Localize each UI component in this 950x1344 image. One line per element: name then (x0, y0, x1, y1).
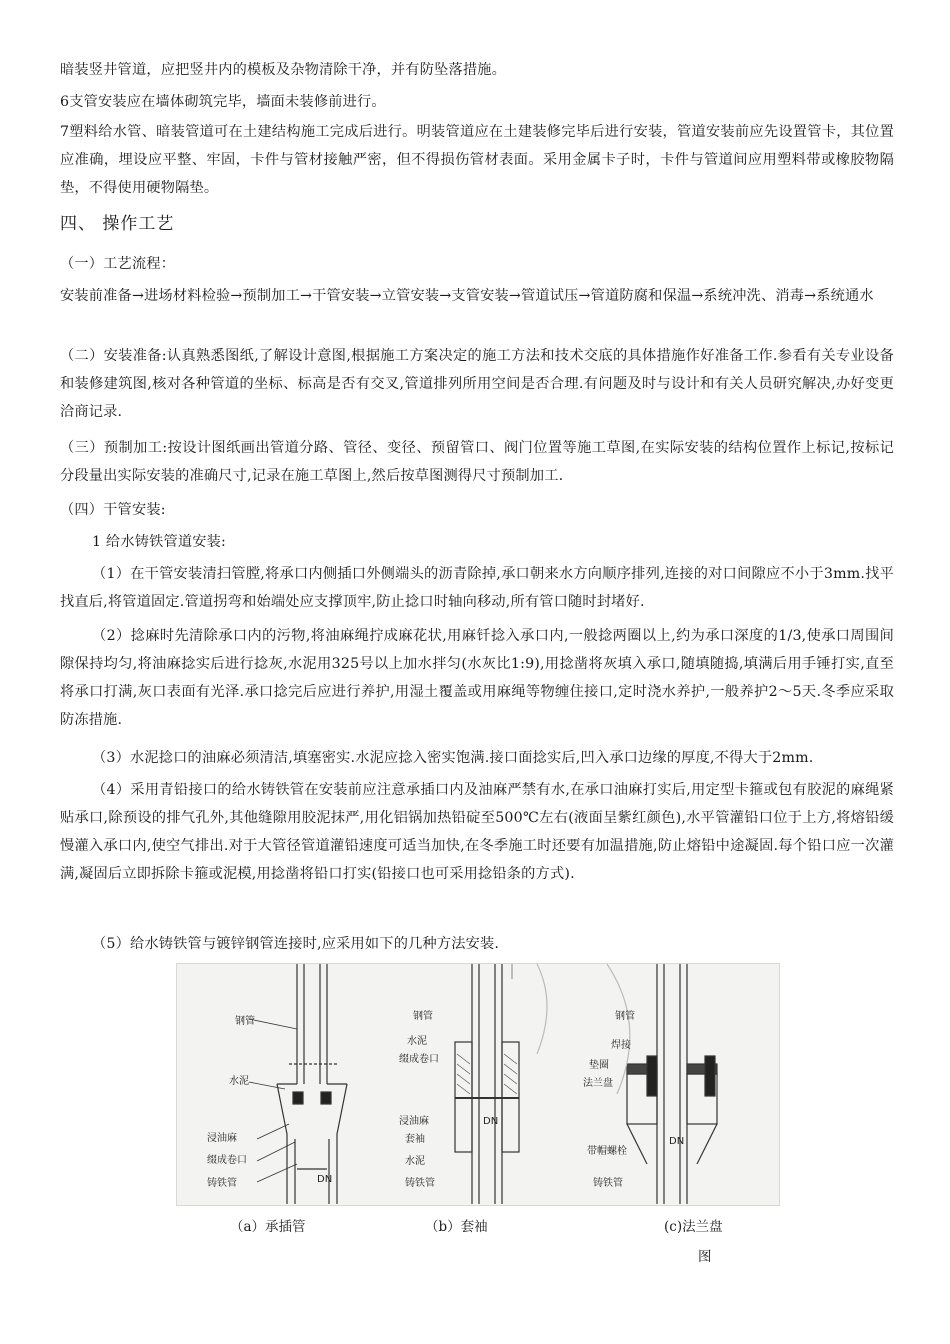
paragraph: （1）在干管安装清扫管膛,将承口内侧插口外侧端头的沥青除掉,承口朝来水方向顺序排列,连接的对口间隙应不小于3mm.找平找直后,将管道固定.管道拐弯和始端处应支撑顶牢,防止捻口时轴向移动,所有管口随时封堵好. (60, 566, 894, 610)
diagram-label: 焊接 (611, 1040, 631, 1051)
diagram-label: 套袖 (405, 1134, 425, 1145)
diagram-c-flange-joint (607, 964, 717, 1204)
diagram-label: 水泥 (229, 1076, 249, 1087)
figure-caption-b: （b）套袖 (425, 1219, 488, 1235)
pipe-connection-drawing (177, 964, 779, 1205)
diagram-label: 铸铁管 (593, 1178, 623, 1189)
diagram-label: 带帽螺栓 (587, 1146, 627, 1157)
diagram-label: 法兰盘 (583, 1078, 613, 1089)
pipe-connection-figure (176, 963, 780, 1206)
figure-caption-c: (c)法兰盘 (664, 1219, 723, 1235)
diagram-label: 缀成卷口 (399, 1054, 439, 1065)
paragraph: 暗装竖井管道，应把竖井内的模板及杂物清除干净，并有防坠落措施。 (60, 62, 507, 78)
diagram-label: 铸铁管 (207, 1178, 237, 1189)
diagram-dn-label: DN (669, 1136, 685, 1147)
subsection-heading: （一）工艺流程： (60, 256, 176, 272)
diagram-label: 缀成卷口 (207, 1155, 247, 1166)
paragraph: 7塑料给水管、暗装管道可在土建结构施工完成后进行。明装管道应在土建装修完毕后进行安装，管道安装前应先设置管卡，其位置应准确，埋设应平整、牢固，卡件与管材接触严密，但不得损伤管材表面。采用金属卡子时，卡件与管道间应用塑料带或橡胶物隔垫，不得使用硬物隔垫。 (60, 124, 894, 196)
paragraph: （4）采用青铅接口的给水铸铁管在安装前应注意承插口内及油麻严禁有水,在承口油麻打实后,用定型卡箍或包有胶泥的麻绳紧贴承口,除预设的排气孔外,其他缝隙用胶泥抹严,用化铝锅加热铅碇至500℃左右(液面呈紫红颜色),水平管灌铅口位于上方,将熔铅缓慢灌入承口内,使空气排出.对于大管径管道灌铅速度可适当加快,在冬季施工时还要有加温措施,防止熔铅中途凝固.每个铅口应一次灌满,凝固后立即拆除卡箍或泥模,用捻凿将铅口打实(铅接口也可采用捻铅条的方式). (60, 782, 894, 882)
diagram-label: 垫圈 (589, 1060, 609, 1071)
paragraph: （三）预制加工:按设计图纸画出管道分路、管径、变径、预留管口、阀门位置等施工草图,在实际安装的结构位置作上标记,按标记分段量出实际安装的准确尺寸,记录在施工草图上,然后按草图测得尺寸预制加工. (60, 440, 894, 484)
paragraph: （二）安装准备:认真熟悉图纸,了解设计意图,根据施工方案决定的施工方法和技术交底的具体措施作好准备工作.参看有关专业设备和装修建筑图,核对各种管道的坐标、标高是否有交叉,管道排列所用空间是否合理.有问题及时与设计和有关人员研究解决,办好变更洽商记录. (60, 348, 894, 420)
paragraph: 1 给水铸铁管道安装: (92, 534, 227, 550)
diagram-label: 水泥 (405, 1156, 425, 1167)
paragraph: （5）给水铸铁管与镀锌钢管连接时,应采用如下的几种方法安装. (92, 936, 500, 952)
diagram-a-socket-joint (249, 964, 347, 1204)
diagram-label: 钢管 (413, 1011, 433, 1022)
paragraph: 6支管安装应在墙体砌筑完毕，墙面未装修前进行。 (60, 94, 386, 110)
paragraph: 安装前准备→进场材料检验→预制加工→干管安装→立管安装→支管安装→管道试压→管道防腐和保温→系统冲洗、消毒→系统通水 (60, 288, 874, 304)
paragraph: （3）水泥捻口的油麻必须清洁,填塞密实.水泥应捻入密实饱满.接口面捻实后,凹入承口边缘的厚度,不得大于2mm. (92, 750, 814, 766)
diagram-label: 浸油麻 (207, 1133, 237, 1144)
diagram-label: 钢管 (235, 1016, 255, 1027)
diagram-b-hatching (457, 1054, 517, 1094)
diagram-dn-label: DN (483, 1116, 499, 1127)
diagram-label: 钢管 (615, 1011, 635, 1022)
diagram-label: 浸油麻 (399, 1116, 429, 1127)
figure-caption-a: （a）承插管 (230, 1219, 306, 1235)
section-heading: 四、 操作工艺 (60, 214, 175, 234)
diagram-dn-label: DN (317, 1174, 333, 1185)
diagram-label: 铸铁管 (405, 1178, 435, 1189)
subsection-heading: （四）干管安装: (60, 502, 166, 518)
diagram-b-sleeve-joint (455, 964, 547, 1204)
diagram-label: 水泥 (407, 1036, 427, 1047)
figure-caption-tail: 图 (698, 1249, 712, 1265)
paragraph: （2）捻麻时先清除承口内的污物,将油麻绳拧成麻花状,用麻钎捻入承口内,一般捻两圈以上,约为承口深度的1/3,使承口周围间隙保持均匀,将油麻捻实后进行捻灰,水泥用325号以上加水拌匀(水灰比1:9),用捻凿将灰填入承口,随填随捣,填满后用手锤打实,直至将承口打满,灰口表面有光泽.承口捻完后应进行养护,用湿土覆盖或用麻绳等物缠住接口,定时浇水养护,一般养护2～5天.冬季应采取防冻措施. (60, 628, 894, 728)
